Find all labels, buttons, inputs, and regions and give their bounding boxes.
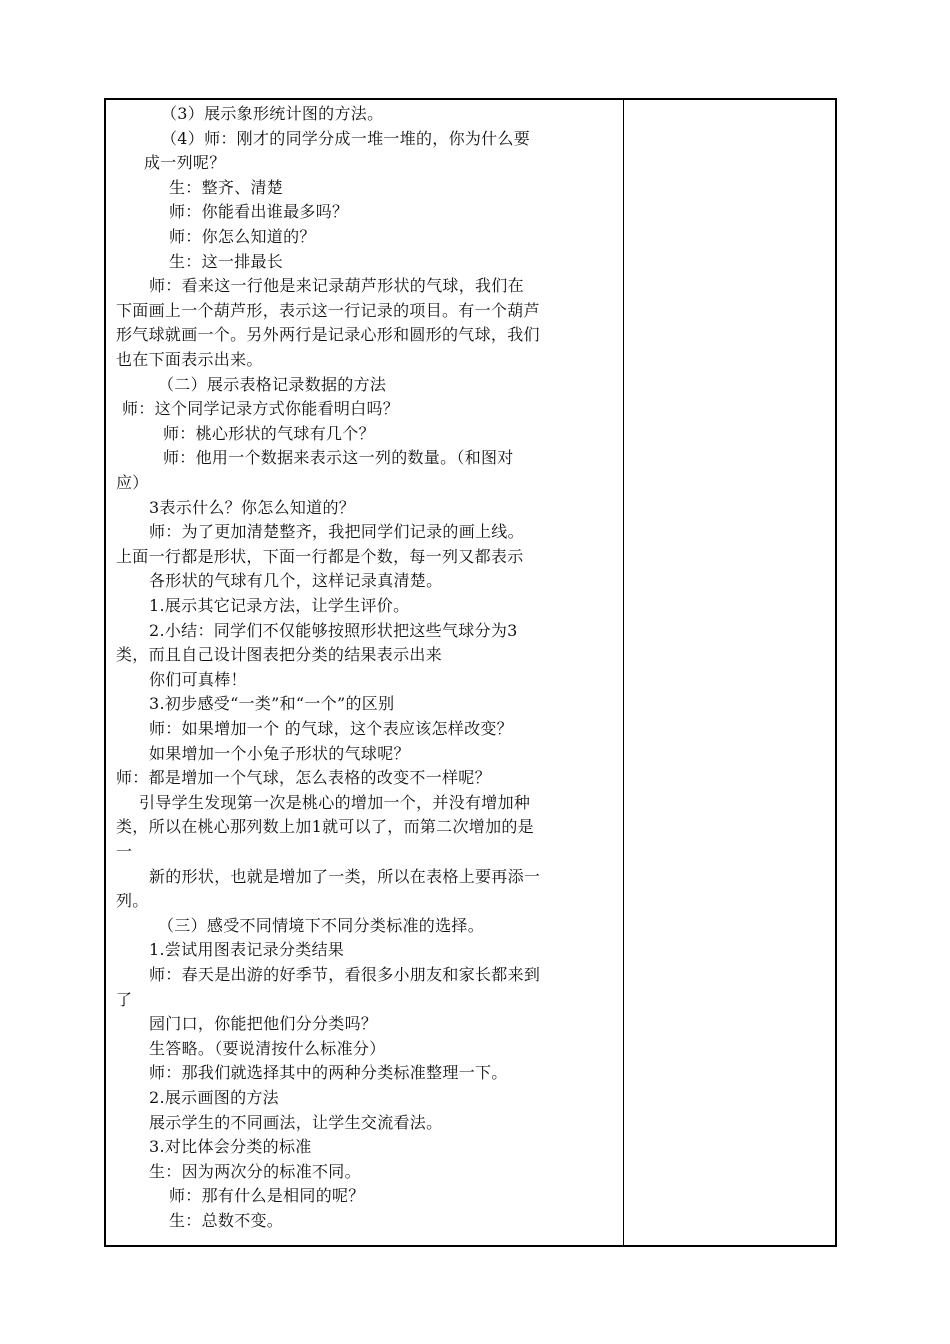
lesson-content-cell — [106, 100, 623, 1245]
text-line: 生答略。（要说清按什么标准分） — [149, 1039, 386, 1058]
text-line: （三）感受不同情境下不同分类标准的选择。 — [158, 916, 485, 935]
text-line: 列。 — [116, 891, 149, 910]
text-line: 师：如果增加一个 的气球，这个表应该怎样改变？ — [149, 719, 513, 738]
text-line: 生：这一排最长 — [169, 252, 284, 271]
text-line: 师：都是增加一个气球，怎么表格的改变不一样呢？ — [116, 768, 491, 787]
text-line: 师：那我们就选择其中的两种分类标准整理一下。 — [149, 1063, 508, 1082]
text-line: 形气球就画一个。另外两行是记录心形和圆形的气球，我们 — [116, 325, 540, 344]
text-line: 师：那有什么是相同的呢？ — [169, 1186, 365, 1205]
text-line: 应） — [116, 473, 149, 492]
text-line: 了 — [116, 990, 133, 1009]
text-line: 展示学生的不同画法，让学生交流看法。 — [149, 1113, 443, 1132]
text-line: 师：这个同学记录方式你能看明白吗？ — [122, 399, 400, 418]
text-line: 师：你能看出谁最多吗？ — [169, 202, 349, 221]
text-line: 1.展示其它记录方法，让学生评价。 — [149, 596, 410, 615]
text-line: 也在下面表示出来。 — [116, 350, 263, 369]
text-line: 上面一行都是形状，下面一行都是个数，每一列又都表示 — [116, 547, 524, 566]
text-line: 生：总数不变。 — [169, 1211, 284, 1230]
text-line: 1.尝试用图表记录分类结果 — [149, 940, 345, 959]
text-line: 类，而且自己设计图表把分类的结果表示出来 — [116, 645, 443, 664]
text-line: 师：春天是出游的好季节，看很多小朋友和家长都来到 — [149, 965, 541, 984]
text-line: 你们可真棒！ — [149, 670, 247, 689]
text-line: 一 — [116, 842, 133, 861]
text-line: 师：他用一个数据来表示这一列的数量。（和图对 — [163, 448, 514, 467]
text-line: （3）展示象形统计图的方法。 — [161, 104, 384, 123]
text-line: 2.小结：同学们不仅能够按照形状把这些气球分为3 — [149, 621, 518, 640]
text-line: 类，所以在桃心那列数上加1就可以了，而第二次增加的是 — [116, 817, 534, 836]
text-line: 3表示什么？你怎么知道的？ — [149, 498, 356, 517]
text-line: 3.对比体会分类的标准 — [149, 1137, 312, 1156]
notes-cell — [624, 100, 835, 1245]
text-line: 引导学生发现第一次是桃心的增加一个，并没有增加种 — [139, 793, 531, 812]
text-line: 师：为了更加清楚整齐，我把同学们记录的画上线。 — [149, 522, 524, 541]
text-line: 2.展示画图的方法 — [149, 1088, 279, 1107]
lesson-table — [104, 98, 837, 1247]
text-line: 师：你怎么知道的？ — [169, 227, 316, 246]
text-line: 师：桃心形状的气球有几个？ — [163, 424, 375, 443]
text-line: 园门口，你能把他们分分类吗？ — [149, 1014, 378, 1033]
text-line: 新的形状，也就是增加了一类，所以在表格上要再添一 — [149, 867, 541, 886]
text-line: 生：因为两次分的标准不同。 — [149, 1162, 361, 1181]
text-line: 师：看来这一行他是来记录葫芦形状的气球，我们在 — [149, 276, 524, 295]
text-line: 下面画上一个葫芦形，表示这一行记录的项目。有一个葫芦 — [116, 301, 540, 320]
text-line: 生：整齐、清楚 — [169, 178, 284, 197]
text-line: （4）师：刚才的同学分成一堆一堆的，你为什么要 — [161, 129, 531, 148]
text-line: 成一列呢？ — [144, 153, 226, 172]
text-line: 如果增加一个小兔子形状的气球呢？ — [149, 744, 410, 763]
text-line: （二）展示表格记录数据的方法 — [158, 375, 387, 394]
text-line: 3.初步感受“一类”和“一个”的区别 — [149, 694, 395, 713]
text-line: 各形状的气球有几个，这样记录真清楚。 — [149, 571, 443, 590]
